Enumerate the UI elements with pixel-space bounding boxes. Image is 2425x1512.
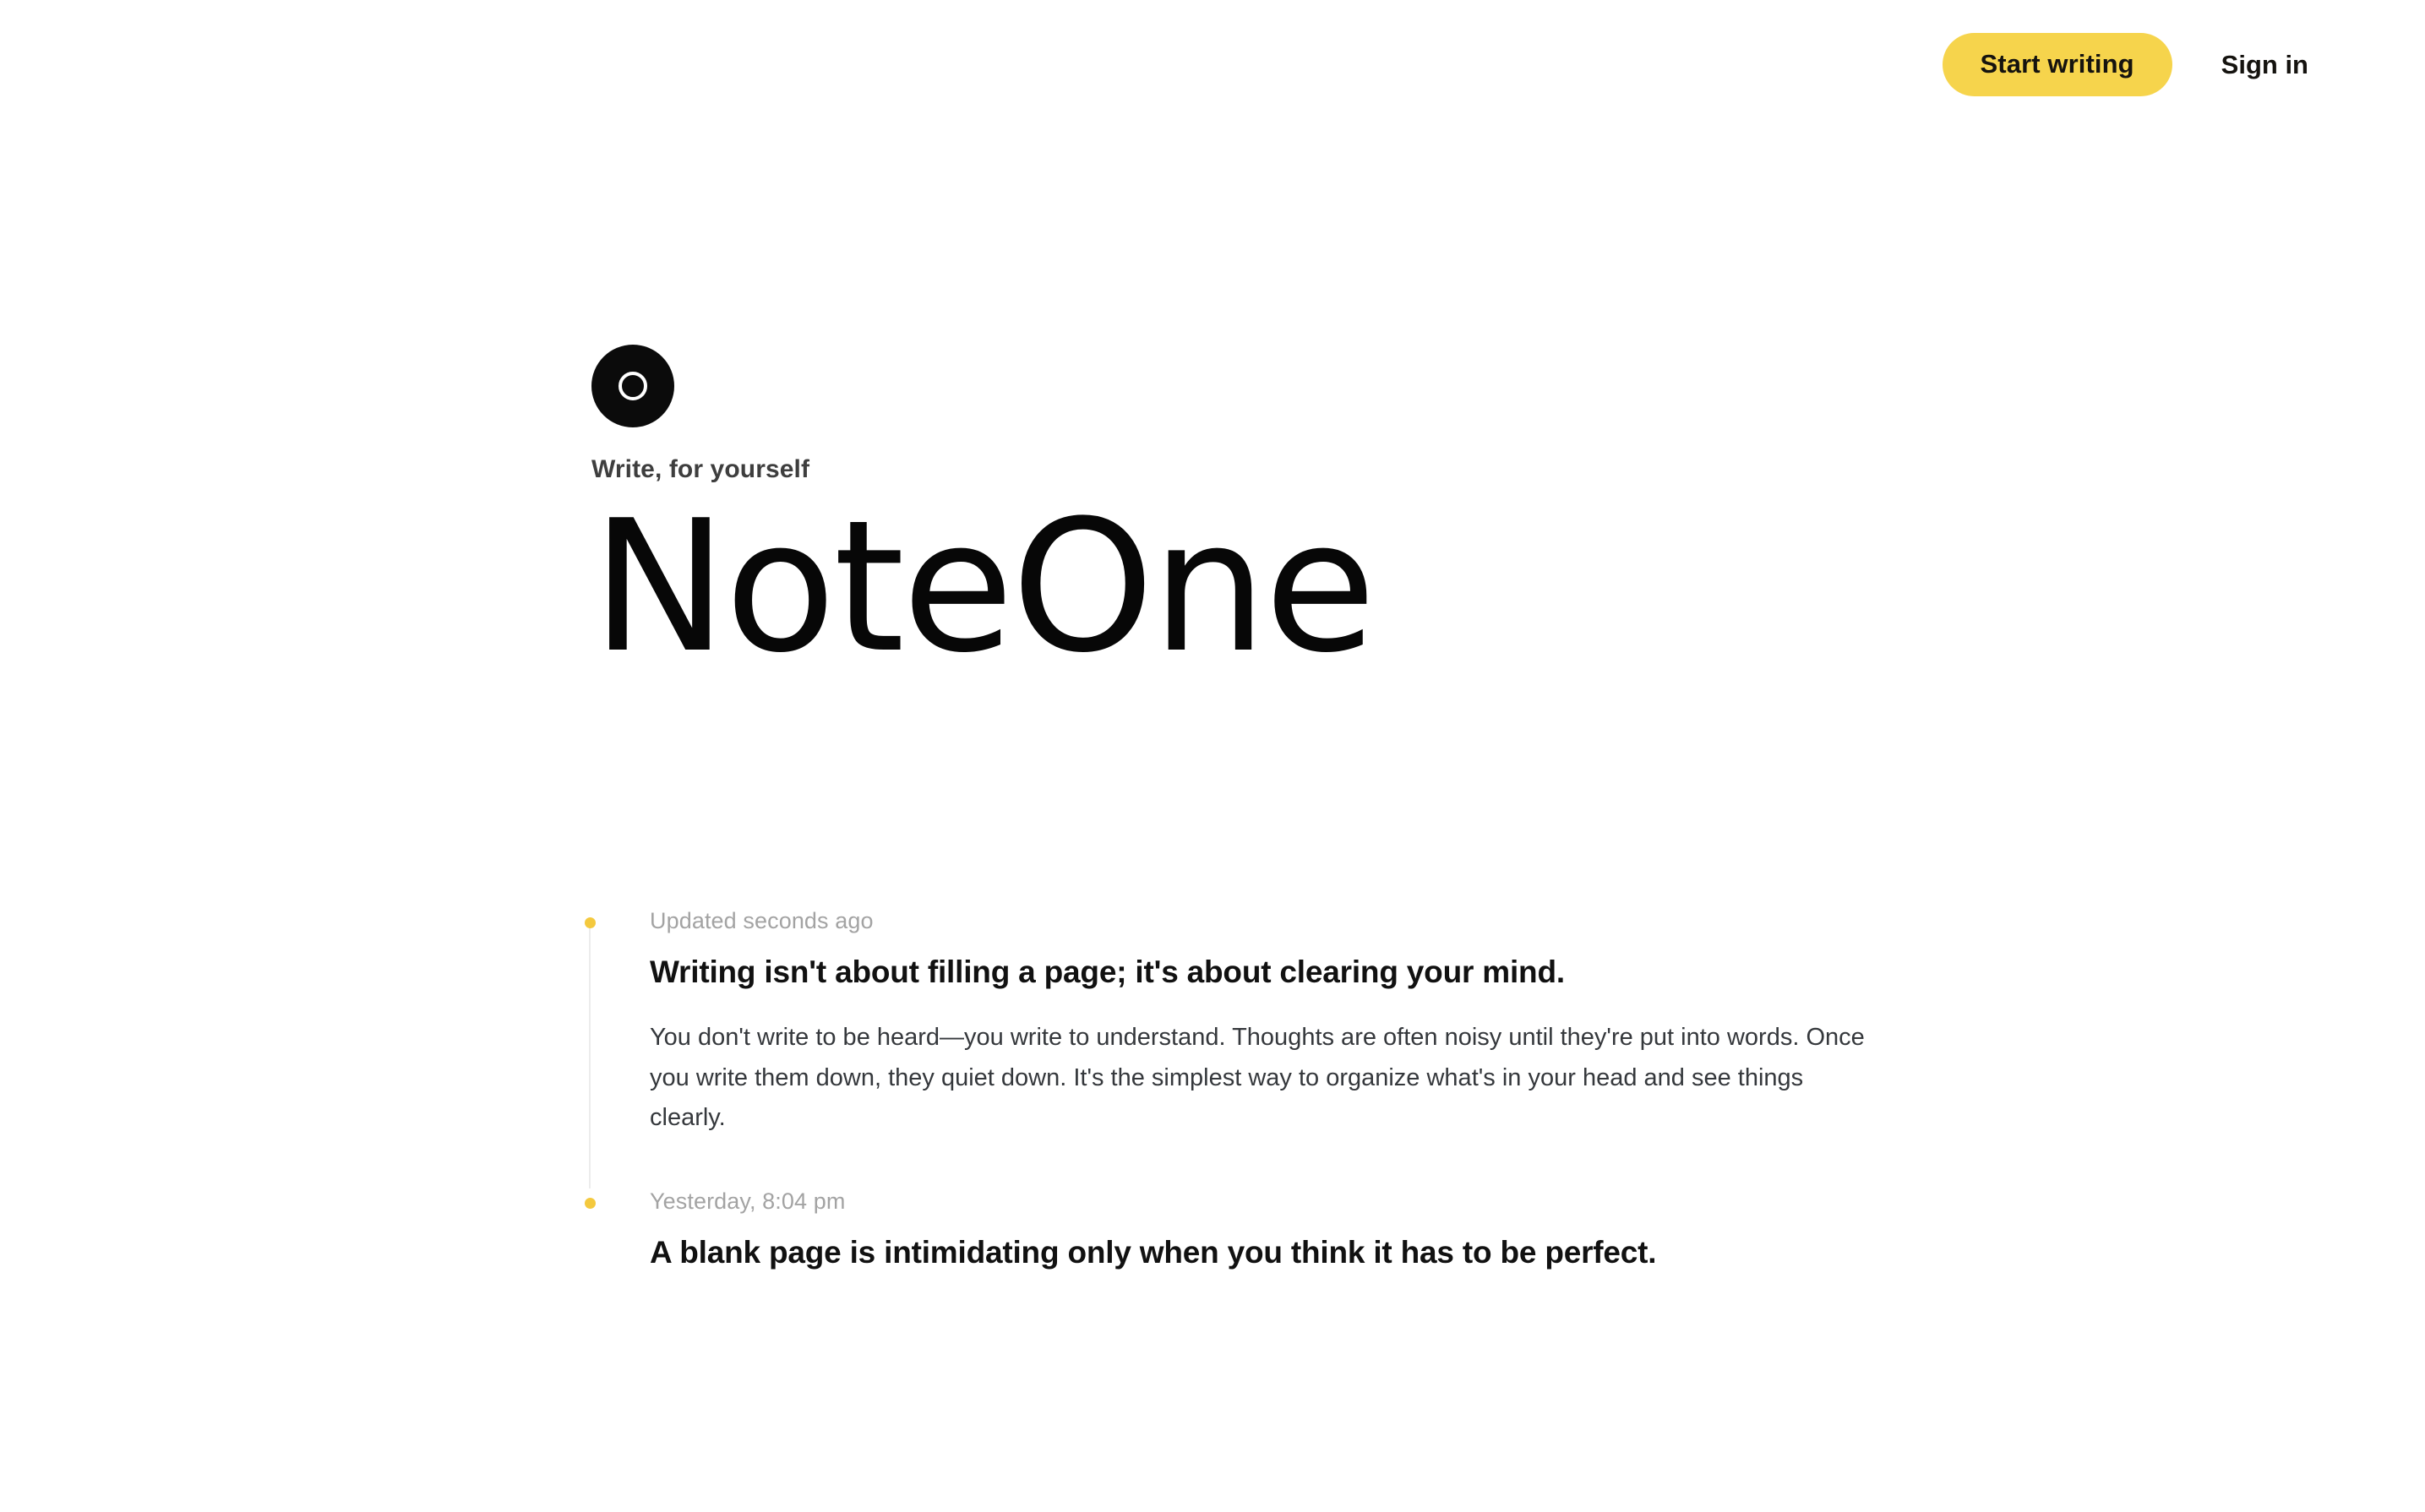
hero-tagline: Write, for yourself: [591, 455, 810, 483]
sign-in-button[interactable]: Sign in: [2216, 43, 2313, 86]
note-body: You don't write to be heard—you write to understand. Thoughts are often noisy until they're put into words. Once you write them down, they quiet down. It's the simplest way to organize what's in your head and see things clearly.: [650, 1024, 1865, 1131]
hero-section: [591, 345, 2028, 693]
note-title: A blank page is intimidating only when you think it has to be perfect.: [650, 1235, 1657, 1270]
top-navigation-bar: [0, 0, 2425, 128]
list-item[interactable]: [589, 908, 1975, 1188]
note-title: Writing isn't about filling a page; it's about clearing your mind.: [650, 955, 1565, 989]
timeline-rail: [589, 922, 591, 1188]
note-timestamp: Yesterday, 8:04 pm: [650, 1188, 846, 1215]
timeline-rail: [589, 1202, 591, 1272]
timeline-dot-icon: [585, 917, 596, 928]
timeline-dot-icon: [585, 1198, 596, 1209]
page-title: NoteOne: [591, 481, 1374, 693]
circle-ring-icon: [591, 345, 674, 427]
list-item[interactable]: [589, 1188, 1975, 1272]
start-writing-button[interactable]: Start writing: [1943, 33, 2172, 96]
circle-ring-inner: [619, 372, 647, 400]
note-timestamp: Updated seconds ago: [650, 908, 874, 933]
notes-feed: [589, 908, 1975, 1273]
